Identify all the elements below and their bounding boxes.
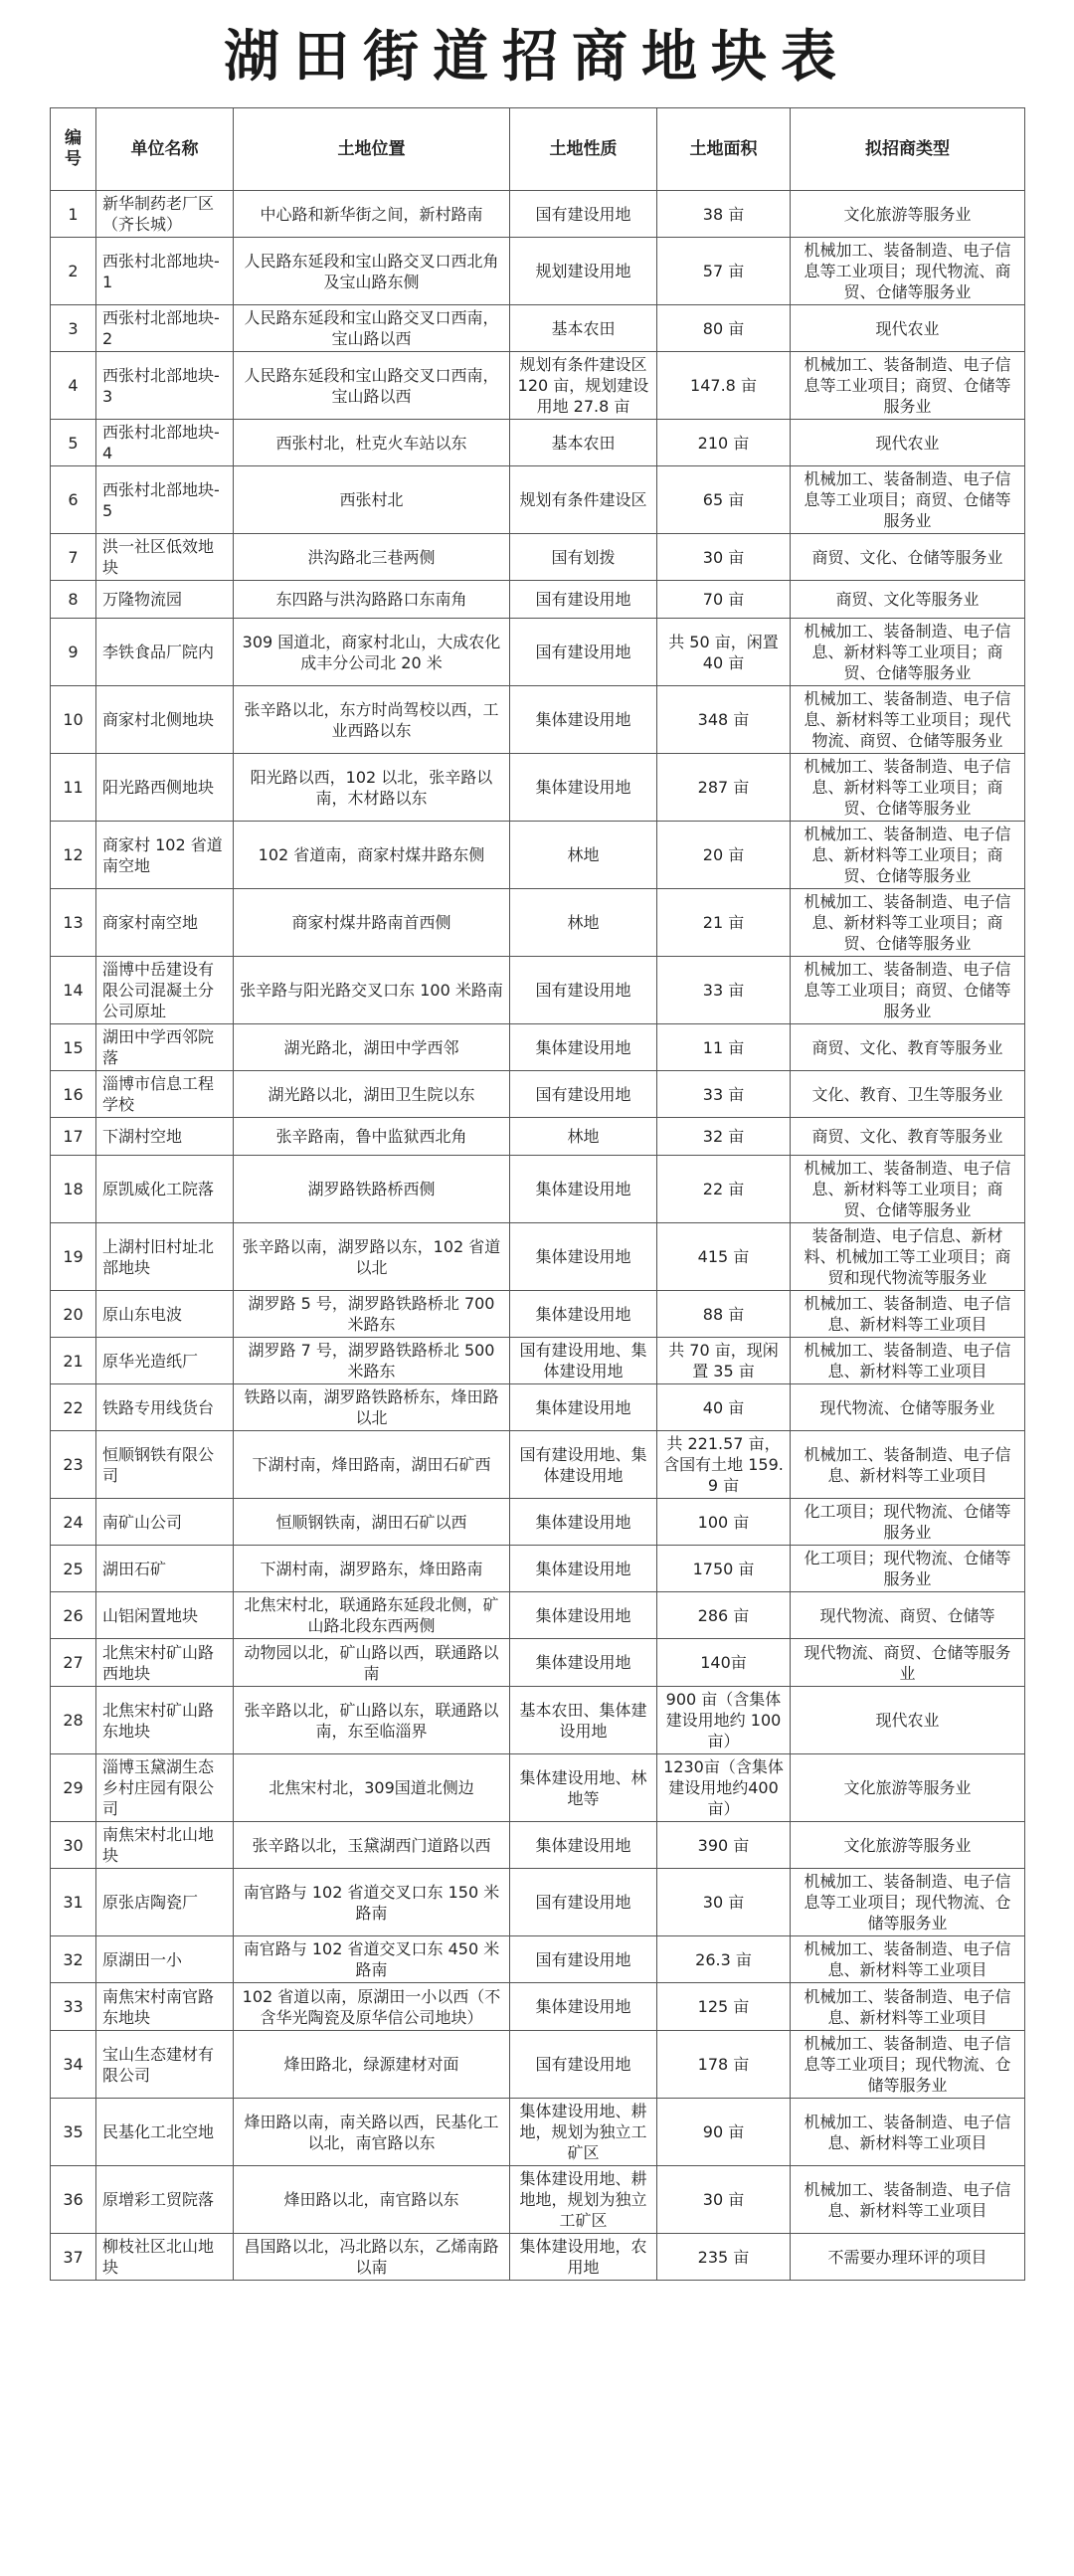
cell-nature: 集体建设用地	[510, 1223, 657, 1291]
table-row	[51, 1384, 1025, 1431]
cell-type: 机械加工、装备制造、电子信息等工业项目；商贸、仓储等服务业	[791, 957, 1025, 1024]
cell-location: 张辛路以北，矿山路以东，联通路以南，东至临淄界	[234, 1687, 510, 1754]
cell-type: 机械加工、装备制造、电子信息等工业项目；现代物流、仓储等服务业	[791, 1869, 1025, 1936]
cell-name: 万隆物流园	[96, 581, 234, 619]
table-row	[51, 352, 1025, 420]
cell-name: 西张村北部地块-4	[96, 420, 234, 466]
table-row	[51, 1223, 1025, 1291]
cell-name: 西张村北部地块-5	[96, 466, 234, 534]
cell-nature: 规划有条件建设区	[510, 466, 657, 534]
table-row	[51, 1639, 1025, 1687]
cell-no: 27	[51, 1639, 96, 1687]
cell-type: 机械加工、装备制造、电子信息、新材料等工业项目	[791, 1936, 1025, 1983]
cell-type: 现代农业	[791, 1687, 1025, 1754]
cell-name: 湖田中学西邻院落	[96, 1024, 234, 1071]
cell-location: 张辛路南，鲁中监狱西北角	[234, 1118, 510, 1156]
cell-type: 文化旅游等服务业	[791, 1822, 1025, 1869]
header-location: 土地位置	[234, 108, 510, 191]
cell-area: 共 50 亩，闲置 40 亩	[657, 619, 791, 686]
cell-nature: 国有建设用地	[510, 1071, 657, 1118]
cell-name: 淄博市信息工程学校	[96, 1071, 234, 1118]
cell-type: 文化旅游等服务业	[791, 1754, 1025, 1822]
cell-nature: 国有建设用地	[510, 1869, 657, 1936]
cell-area: 1230亩（含集体建设用地约400亩）	[657, 1754, 791, 1822]
cell-name: 南焦宋村南官路东地块	[96, 1983, 234, 2031]
cell-location: 张辛路与阳光路交叉口东 100 米路南	[234, 957, 510, 1024]
cell-name: 西张村北部地块-3	[96, 352, 234, 420]
cell-location: 湖罗路 7 号，湖罗路铁路桥北 500 米路东	[234, 1338, 510, 1384]
cell-name: 南矿山公司	[96, 1499, 234, 1546]
table-row	[51, 1338, 1025, 1384]
cell-nature: 基本农田	[510, 420, 657, 466]
cell-area: 33 亩	[657, 1071, 791, 1118]
cell-area: 32 亩	[657, 1118, 791, 1156]
cell-nature: 集体建设用地	[510, 754, 657, 822]
cell-no: 24	[51, 1499, 96, 1546]
cell-no: 37	[51, 2234, 96, 2281]
table-row	[51, 534, 1025, 581]
cell-area: 287 亩	[657, 754, 791, 822]
cell-location: 烽田路以南，南关路以西，民基化工以北，南官路以东	[234, 2099, 510, 2166]
cell-area: 11 亩	[657, 1024, 791, 1071]
cell-location: 人民路东延段和宝山路交叉口西南，宝山路以西	[234, 305, 510, 352]
table-row	[51, 2234, 1025, 2281]
cell-name: 李铁食品厂院内	[96, 619, 234, 686]
cell-location: 北焦宋村北，联通路东延段北侧，矿山路北段东西两侧	[234, 1592, 510, 1639]
cell-no: 26	[51, 1592, 96, 1639]
cell-name: 洪一社区低效地块	[96, 534, 234, 581]
cell-nature: 集体建设用地	[510, 1156, 657, 1223]
cell-area: 178 亩	[657, 2031, 791, 2099]
cell-location: 动物园以北，矿山路以西，联通路以南	[234, 1639, 510, 1687]
cell-type: 文化旅游等服务业	[791, 191, 1025, 238]
cell-no: 5	[51, 420, 96, 466]
table-row	[51, 1118, 1025, 1156]
cell-name: 北焦宋村矿山路西地块	[96, 1639, 234, 1687]
cell-location: 人民路东延段和宝山路交叉口西北角及宝山路东侧	[234, 238, 510, 305]
cell-nature: 国有建设用地、集体建设用地	[510, 1431, 657, 1499]
cell-area: 415 亩	[657, 1223, 791, 1291]
cell-type: 机械加工、装备制造、电子信息、新材料等工业项目	[791, 1291, 1025, 1338]
cell-type: 机械加工、装备制造、电子信息、新材料等工业项目	[791, 2099, 1025, 2166]
cell-area: 20 亩	[657, 822, 791, 889]
cell-location: 烽田路北，绿源建材对面	[234, 2031, 510, 2099]
cell-location: 下湖村南，湖罗路东，烽田路南	[234, 1546, 510, 1592]
header-nature: 土地性质	[510, 108, 657, 191]
cell-type: 机械加工、装备制造、电子信息、新材料等工业项目；商贸、仓储等服务业	[791, 822, 1025, 889]
cell-no: 34	[51, 2031, 96, 2099]
cell-name: 上湖村旧村址北部地块	[96, 1223, 234, 1291]
cell-name: 商家村北侧地块	[96, 686, 234, 754]
cell-no: 33	[51, 1983, 96, 2031]
cell-type: 现代物流、商贸、仓储等	[791, 1592, 1025, 1639]
cell-name: 恒顺钢铁有限公司	[96, 1431, 234, 1499]
cell-nature: 国有建设用地	[510, 2031, 657, 2099]
cell-location: 309 国道北，商家村北山，大成农化成丰分公司北 20 米	[234, 619, 510, 686]
cell-no: 22	[51, 1384, 96, 1431]
cell-location: 东四路与洪沟路路口东南角	[234, 581, 510, 619]
table-row	[51, 686, 1025, 754]
table-row	[51, 581, 1025, 619]
cell-type: 商贸、文化、仓储等服务业	[791, 534, 1025, 581]
cell-area: 286 亩	[657, 1592, 791, 1639]
cell-nature: 集体建设用地、林地等	[510, 1754, 657, 1822]
table-row	[51, 1936, 1025, 1983]
cell-nature: 国有建设用地	[510, 581, 657, 619]
cell-name: 西张村北部地块-1	[96, 238, 234, 305]
table-row	[51, 1024, 1025, 1071]
cell-location: 烽田路以北，南官路以东	[234, 2166, 510, 2234]
cell-nature: 林地	[510, 1118, 657, 1156]
cell-nature: 集体建设用地、耕地，规划为独立工矿区	[510, 2099, 657, 2166]
cell-no: 28	[51, 1687, 96, 1754]
cell-type: 不需要办理环评的项目	[791, 2234, 1025, 2281]
cell-no: 8	[51, 581, 96, 619]
cell-location: 湖罗路 5 号，湖罗路铁路桥北 700 米路东	[234, 1291, 510, 1338]
cell-location: 张辛路以南，湖罗路以东，102 省道以北	[234, 1223, 510, 1291]
table-row	[51, 1983, 1025, 2031]
cell-type: 化工项目；现代物流、仓储等服务业	[791, 1546, 1025, 1592]
cell-area: 33 亩	[657, 957, 791, 1024]
cell-no: 15	[51, 1024, 96, 1071]
cell-location: 南官路与 102 省道交叉口东 150 米路南	[234, 1869, 510, 1936]
cell-type: 现代物流、商贸、仓储等服务业	[791, 1639, 1025, 1687]
cell-nature: 集体建设用地	[510, 1639, 657, 1687]
table-header-row	[51, 108, 1025, 191]
cell-name: 南焦宋村北山地块	[96, 1822, 234, 1869]
cell-nature: 林地	[510, 822, 657, 889]
cell-type: 机械加工、装备制造、电子信息等工业项目；商贸、仓储等服务业	[791, 466, 1025, 534]
cell-name: 淄博中岳建设有限公司混凝土分公司原址	[96, 957, 234, 1024]
table-row	[51, 1546, 1025, 1592]
cell-area: 210 亩	[657, 420, 791, 466]
table-row	[51, 1431, 1025, 1499]
table-row	[51, 1291, 1025, 1338]
cell-location: 铁路以南，湖罗路铁路桥东，烽田路以北	[234, 1384, 510, 1431]
cell-no: 10	[51, 686, 96, 754]
cell-no: 21	[51, 1338, 96, 1384]
cell-area: 21 亩	[657, 889, 791, 957]
table-row	[51, 1499, 1025, 1546]
table-row	[51, 1869, 1025, 1936]
cell-area: 26.3 亩	[657, 1936, 791, 1983]
cell-nature: 集体建设用地	[510, 1024, 657, 1071]
cell-no: 18	[51, 1156, 96, 1223]
cell-location: 西张村北，杜克火车站以东	[234, 420, 510, 466]
cell-area: 38 亩	[657, 191, 791, 238]
cell-no: 12	[51, 822, 96, 889]
table-row	[51, 1822, 1025, 1869]
cell-name: 原华光造纸厂	[96, 1338, 234, 1384]
cell-type: 现代农业	[791, 305, 1025, 352]
cell-type: 机械加工、装备制造、电子信息、新材料等工业项目；现代物流、商贸、仓储等服务业	[791, 686, 1025, 754]
table-row	[51, 1071, 1025, 1118]
cell-location: 中心路和新华街之间，新村路南	[234, 191, 510, 238]
cell-no: 16	[51, 1071, 96, 1118]
cell-type: 化工项目；现代物流、仓储等服务业	[791, 1499, 1025, 1546]
header-type: 拟招商类型	[791, 108, 1025, 191]
cell-type: 机械加工、装备制造、电子信息、新材料等工业项目；商贸、仓储等服务业	[791, 1156, 1025, 1223]
cell-type: 机械加工、装备制造、电子信息、新材料等工业项目	[791, 2166, 1025, 2234]
cell-no: 4	[51, 352, 96, 420]
cell-no: 30	[51, 1822, 96, 1869]
cell-name: 原增彩工贸院落	[96, 2166, 234, 2234]
cell-nature: 集体建设用地、耕地地，规划为独立工矿区	[510, 2166, 657, 2234]
cell-nature: 集体建设用地	[510, 1546, 657, 1592]
cell-type: 机械加工、装备制造、电子信息、新材料等工业项目；商贸、仓储等服务业	[791, 619, 1025, 686]
cell-nature: 集体建设用地	[510, 686, 657, 754]
table-row	[51, 619, 1025, 686]
cell-area: 80 亩	[657, 305, 791, 352]
land-table	[50, 107, 1025, 2281]
header-name: 单位名称	[96, 108, 234, 191]
table-row	[51, 1156, 1025, 1223]
cell-name: 阳光路西侧地块	[96, 754, 234, 822]
cell-area: 235 亩	[657, 2234, 791, 2281]
cell-location: 张辛路以北，玉黛湖西门道路以西	[234, 1822, 510, 1869]
cell-type: 机械加工、装备制造、电子信息等工业项目；现代物流、商贸、仓储等服务业	[791, 238, 1025, 305]
cell-location: 人民路东延段和宝山路交叉口西南，宝山路以西	[234, 352, 510, 420]
cell-no: 17	[51, 1118, 96, 1156]
cell-nature: 国有建设用地	[510, 957, 657, 1024]
header-area: 土地面积	[657, 108, 791, 191]
cell-location: 北焦宋村北，309国道北侧边	[234, 1754, 510, 1822]
cell-area: 147.8 亩	[657, 352, 791, 420]
cell-no: 32	[51, 1936, 96, 1983]
table-row	[51, 1592, 1025, 1639]
cell-area: 30 亩	[657, 1869, 791, 1936]
cell-nature: 集体建设用地	[510, 1384, 657, 1431]
cell-name: 柳枝社区北山地块	[96, 2234, 234, 2281]
table-row	[51, 191, 1025, 238]
cell-type: 商贸、文化等服务业	[791, 581, 1025, 619]
cell-name: 原山东电波	[96, 1291, 234, 1338]
cell-type: 机械加工、装备制造、电子信息、新材料等工业项目；商贸、仓储等服务业	[791, 889, 1025, 957]
cell-area: 共 70 亩，现闲置 35 亩	[657, 1338, 791, 1384]
cell-area: 125 亩	[657, 1983, 791, 2031]
cell-location: 恒顺钢铁南，湖田石矿以西	[234, 1499, 510, 1546]
table-row	[51, 420, 1025, 466]
cell-name: 下湖村空地	[96, 1118, 234, 1156]
cell-no: 19	[51, 1223, 96, 1291]
cell-name: 民基化工北空地	[96, 2099, 234, 2166]
table-row	[51, 1687, 1025, 1754]
cell-location: 下湖村南，烽田路南，湖田石矿西	[234, 1431, 510, 1499]
table-row	[51, 466, 1025, 534]
table-row	[51, 957, 1025, 1024]
cell-area: 22 亩	[657, 1156, 791, 1223]
cell-no: 25	[51, 1546, 96, 1592]
cell-nature: 规划建设用地	[510, 238, 657, 305]
cell-name: 原凯威化工院落	[96, 1156, 234, 1223]
cell-no: 2	[51, 238, 96, 305]
cell-location: 昌国路以北，冯北路以东，乙烯南路以南	[234, 2234, 510, 2281]
cell-no: 20	[51, 1291, 96, 1338]
cell-area: 65 亩	[657, 466, 791, 534]
cell-no: 14	[51, 957, 96, 1024]
cell-location: 西张村北	[234, 466, 510, 534]
table-row	[51, 822, 1025, 889]
cell-name: 山铝闲置地块	[96, 1592, 234, 1639]
cell-name: 北焦宋村矿山路东地块	[96, 1687, 234, 1754]
cell-location: 阳光路以西，102 以北，张辛路以南，木材路以东	[234, 754, 510, 822]
cell-type: 机械加工、装备制造、电子信息等工业项目；商贸、仓储等服务业	[791, 352, 1025, 420]
cell-nature: 集体建设用地	[510, 1983, 657, 2031]
cell-type: 商贸、文化、教育等服务业	[791, 1024, 1025, 1071]
cell-no: 35	[51, 2099, 96, 2166]
cell-name: 商家村 102 省道南空地	[96, 822, 234, 889]
cell-name: 宝山生态建材有限公司	[96, 2031, 234, 2099]
cell-area: 40 亩	[657, 1384, 791, 1431]
cell-name: 铁路专用线货台	[96, 1384, 234, 1431]
cell-type: 机械加工、装备制造、电子信息、新材料等工业项目	[791, 1983, 1025, 2031]
cell-area: 70 亩	[657, 581, 791, 619]
cell-area: 140亩	[657, 1639, 791, 1687]
cell-area: 30 亩	[657, 534, 791, 581]
table-row	[51, 754, 1025, 822]
cell-name: 新华制药老厂区（齐长城）	[96, 191, 234, 238]
table-row	[51, 2166, 1025, 2234]
table-row	[51, 2031, 1025, 2099]
cell-type: 商贸、文化、教育等服务业	[791, 1118, 1025, 1156]
cell-nature: 集体建设用地，农用地	[510, 2234, 657, 2281]
cell-type: 装备制造、电子信息、新材料、机械加工等工业项目；商贸和现代物流等服务业	[791, 1223, 1025, 1291]
cell-nature: 基本农田	[510, 305, 657, 352]
cell-location: 102 省道以南，原湖田一小以西（不含华光陶瓷及原华信公司地块）	[234, 1983, 510, 2031]
cell-area: 348 亩	[657, 686, 791, 754]
cell-location: 南官路与 102 省道交叉口东 450 米路南	[234, 1936, 510, 1983]
table-row	[51, 238, 1025, 305]
cell-location: 洪沟路北三巷两侧	[234, 534, 510, 581]
table-row	[51, 1754, 1025, 1822]
cell-nature: 国有建设用地	[510, 619, 657, 686]
cell-no: 13	[51, 889, 96, 957]
cell-type: 机械加工、装备制造、电子信息、新材料等工业项目	[791, 1338, 1025, 1384]
cell-type: 现代物流、仓储等服务业	[791, 1384, 1025, 1431]
cell-area: 90 亩	[657, 2099, 791, 2166]
cell-location: 102 省道南，商家村煤井路东侧	[234, 822, 510, 889]
cell-area: 88 亩	[657, 1291, 791, 1338]
cell-area: 57 亩	[657, 238, 791, 305]
cell-no: 11	[51, 754, 96, 822]
cell-name: 淄博玉黛湖生态乡村庄园有限公司	[96, 1754, 234, 1822]
cell-nature: 规划有条件建设区 120 亩，规划建设用地 27.8 亩	[510, 352, 657, 420]
table-row	[51, 2099, 1025, 2166]
cell-nature: 集体建设用地	[510, 1592, 657, 1639]
cell-no: 23	[51, 1431, 96, 1499]
cell-location: 湖光路以北，湖田卫生院以东	[234, 1071, 510, 1118]
cell-type: 机械加工、装备制造、电子信息等工业项目；现代物流、仓储等服务业	[791, 2031, 1025, 2099]
cell-no: 36	[51, 2166, 96, 2234]
cell-nature: 国有建设用地	[510, 191, 657, 238]
cell-nature: 国有建设用地、集体建设用地	[510, 1338, 657, 1384]
cell-no: 7	[51, 534, 96, 581]
page-title: 湖田街道招商地块表	[224, 24, 850, 90]
cell-area: 30 亩	[657, 2166, 791, 2234]
cell-nature: 国有划拨	[510, 534, 657, 581]
header-no: 编号	[51, 108, 96, 191]
cell-name: 商家村南空地	[96, 889, 234, 957]
cell-nature: 集体建设用地	[510, 1499, 657, 1546]
cell-no: 9	[51, 619, 96, 686]
table-row	[51, 889, 1025, 957]
cell-area: 1750 亩	[657, 1546, 791, 1592]
cell-area: 390 亩	[657, 1822, 791, 1869]
cell-type: 机械加工、装备制造、电子信息、新材料等工业项目；商贸、仓储等服务业	[791, 754, 1025, 822]
cell-nature: 集体建设用地	[510, 1291, 657, 1338]
table-body	[51, 191, 1025, 2281]
cell-location: 张辛路以北，东方时尚驾校以西，工业西路以东	[234, 686, 510, 754]
cell-no: 1	[51, 191, 96, 238]
cell-location: 商家村煤井路南首西侧	[234, 889, 510, 957]
cell-nature: 基本农田、集体建设用地	[510, 1687, 657, 1754]
table-row	[51, 305, 1025, 352]
cell-nature: 集体建设用地	[510, 1822, 657, 1869]
cell-no: 6	[51, 466, 96, 534]
cell-type: 文化、教育、卫生等服务业	[791, 1071, 1025, 1118]
cell-name: 西张村北部地块-2	[96, 305, 234, 352]
cell-area: 900 亩（含集体建设用地约 100 亩）	[657, 1687, 791, 1754]
cell-area: 100 亩	[657, 1499, 791, 1546]
cell-location: 湖光路北，湖田中学西邻	[234, 1024, 510, 1071]
cell-name: 原湖田一小	[96, 1936, 234, 1983]
cell-type: 机械加工、装备制造、电子信息、新材料等工业项目	[791, 1431, 1025, 1499]
cell-name: 湖田石矿	[96, 1546, 234, 1592]
cell-nature: 林地	[510, 889, 657, 957]
cell-name: 原张店陶瓷厂	[96, 1869, 234, 1936]
cell-type: 现代农业	[791, 420, 1025, 466]
cell-nature: 国有建设用地	[510, 1936, 657, 1983]
cell-no: 29	[51, 1754, 96, 1822]
cell-no: 3	[51, 305, 96, 352]
cell-no: 31	[51, 1869, 96, 1936]
cell-location: 湖罗路铁路桥西侧	[234, 1156, 510, 1223]
cell-area: 共 221.57 亩，含国有土地 159.9 亩	[657, 1431, 791, 1499]
